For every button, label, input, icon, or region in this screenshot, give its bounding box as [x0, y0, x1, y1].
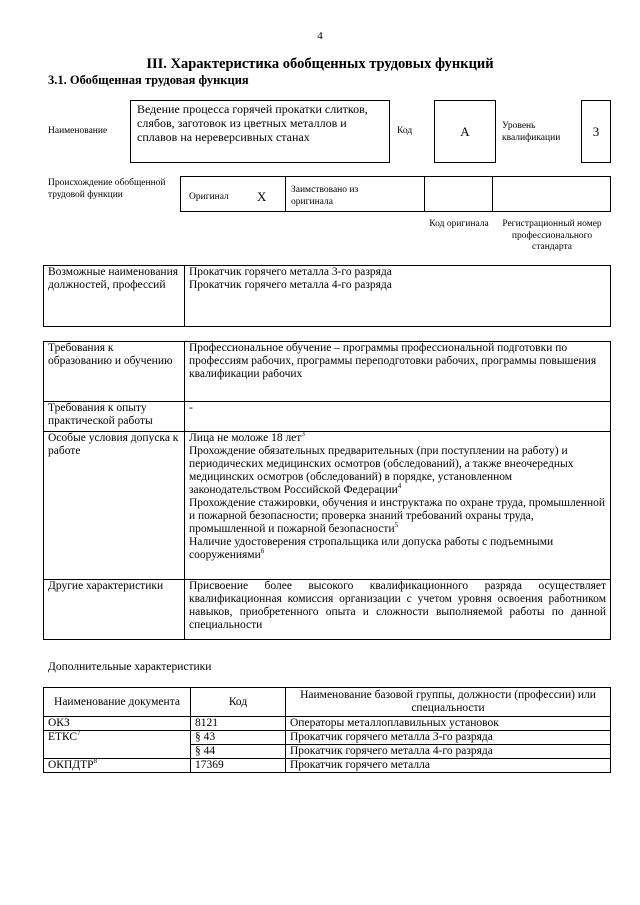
position-item: Прокатчик горячего металла 3-го разряда	[189, 266, 392, 278]
original-label: Оригинал	[189, 192, 229, 202]
additional-title: Дополнительные характеристики	[48, 661, 212, 673]
level-label: Уровень квалификации	[502, 121, 561, 143]
table-row	[44, 759, 611, 773]
special-condition-item: Прохождение обязательных предварительных (при поступлении на работу) и периодических медицинских осмотров (обследований), а также внеочередных медицинских осмотров (обследований) в порядке, установленном законодательством Российской Федерации$^4$	[189, 445, 574, 496]
special-conditions-list	[185, 432, 611, 580]
code-cell: 17369	[191, 759, 286, 773]
page-number: 4	[317, 30, 323, 42]
group-name-cell: Операторы металлоплавильных установок	[286, 717, 611, 731]
col-header-code: Код	[191, 688, 286, 717]
position-item: Прокатчик горячего металла 4-го разряда	[189, 279, 392, 291]
footnote-ref: 3	[301, 430, 305, 439]
original-mark: X	[257, 189, 267, 204]
table-row	[44, 731, 611, 745]
doc-cell: ОКПДТР$^8$	[44, 759, 191, 773]
subsection-title: 3.1. Обобщенная трудовая функция	[48, 73, 249, 87]
group-name-cell: Прокатчик горячего металла 3-го разряда	[286, 731, 611, 745]
requirements-table	[43, 341, 611, 640]
special-condition-item: Прохождение стажировки, обучения и инструктажа по охране труда, промышленной и пожарной безопасности; проверка знаний требований охраны труда, промышленной и пожарной безопасности$^5$	[189, 497, 606, 535]
code-cell: 8121	[191, 717, 286, 731]
name-value-box	[130, 100, 390, 163]
col-header-group-name: Наименование базовой группы, должности (профессии) или специальности	[286, 688, 611, 717]
name-value: Ведение процесса горячей прокатки слитков, слябов, заготовок из цветных металлов и сплавов на нереверсивных станах	[137, 102, 368, 145]
borrowed-label: Заимствовано из оригинала	[291, 185, 359, 207]
code-value-box	[434, 100, 496, 163]
code-cell: § 43	[191, 731, 286, 745]
origin-box	[180, 176, 611, 212]
experience-label: Требования к опыту практической работы	[44, 402, 185, 432]
other-characteristics-value: Присвоение более высокого квалификационного разряда осуществляет квалификационная комиссия организации с учетом уровня освоения работником навыков, приобретенного опыта и сложности выполняемой работы по данной специальности	[185, 580, 611, 640]
code-cell: § 44	[191, 745, 286, 759]
additional-table	[43, 687, 611, 773]
group-name-cell: Прокатчик горячего металла	[286, 759, 611, 773]
origin-label: Происхождение обобщенной трудовой функции	[48, 178, 166, 200]
positions-label: Возможные наименования должностей, профессий	[44, 266, 185, 327]
doc-cell: ОКЗ	[44, 717, 191, 731]
education-label: Требования к образованию и обучению	[44, 342, 185, 402]
reg-number-caption: Регистрационный номер профессионального стандарта	[502, 219, 602, 252]
group-name-cell: Прокатчик горячего металла 4-го разряда	[286, 745, 611, 759]
positions-list	[185, 266, 611, 327]
positions-table	[43, 265, 611, 327]
other-characteristics-label: Другие характеристики	[44, 580, 185, 640]
level-value: 3	[592, 123, 600, 139]
footnote-ref: 4	[397, 482, 402, 491]
education-value: Профессиональное обучение – программы профессиональной подготовки по профессиям рабочих, программы переподготовки рабочих, программы повышения квалификации рабочих	[185, 342, 611, 402]
level-value-box	[581, 100, 611, 163]
experience-value: -	[185, 402, 611, 432]
special-conditions-label: Особые условия допуска к работе	[44, 432, 185, 580]
footnote-ref: 6	[260, 547, 265, 556]
doc-cell: ЕТКС$^7$	[44, 731, 191, 759]
special-condition-item: Лица не моложе 18 лет$^3$	[189, 430, 305, 444]
code-value: А	[460, 123, 470, 139]
name-label: Наименование	[48, 126, 108, 136]
special-condition-item: Наличие удостоверения стропальщика или допуска работы с подъемными сооружениями$^6$	[189, 536, 554, 561]
code-label: Код	[397, 126, 413, 136]
code-original-caption: Код оригинала	[429, 219, 489, 229]
col-header-document: Наименование документа	[44, 688, 191, 717]
footnote-ref: 5	[394, 521, 399, 530]
table-row	[44, 717, 611, 731]
section-title: III. Характеристика обобщенных трудовых функций	[146, 56, 494, 72]
